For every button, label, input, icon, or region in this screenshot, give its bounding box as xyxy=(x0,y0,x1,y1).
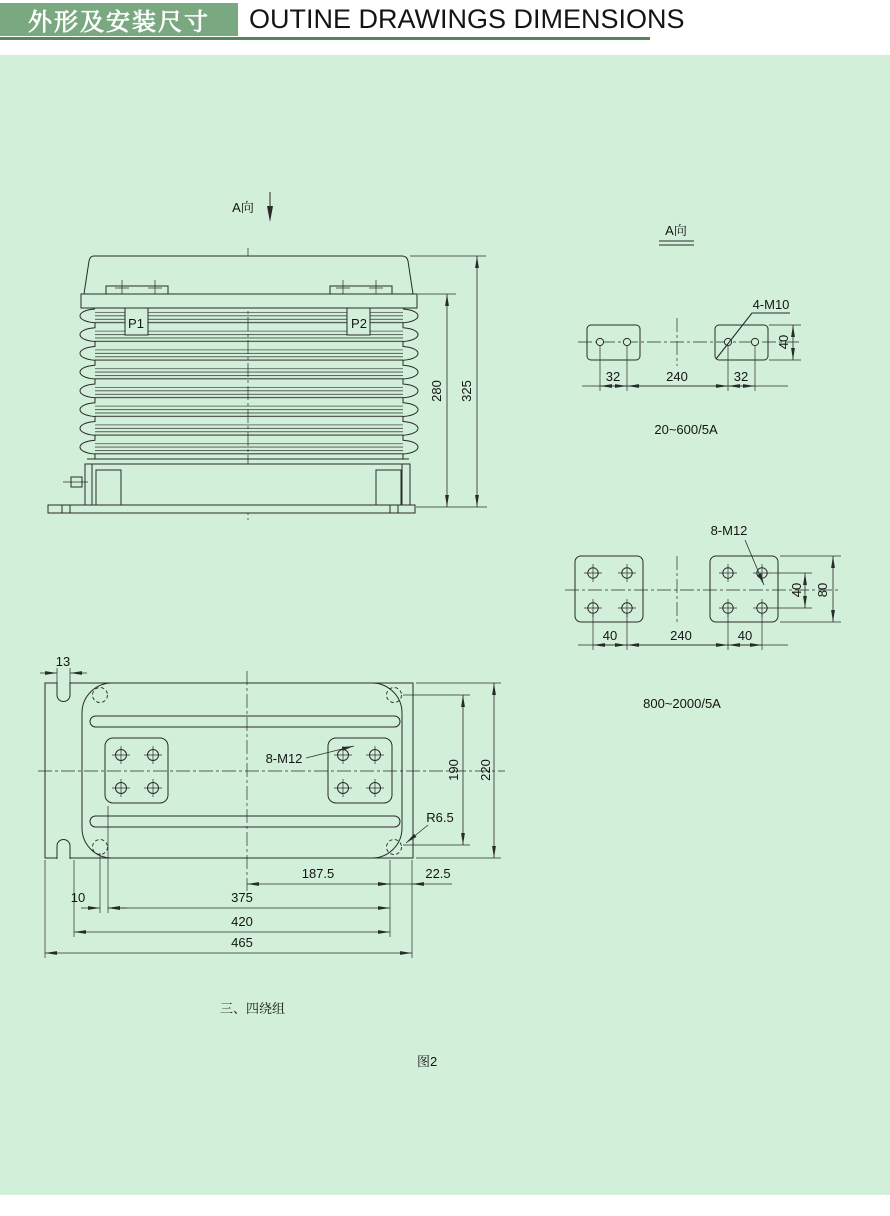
range-label-large: 800~2000/5A xyxy=(643,696,721,711)
dim-span-240: 240 xyxy=(666,369,688,384)
page-background-band xyxy=(0,55,890,1195)
dim-187-5: 187.5 xyxy=(301,866,335,881)
thread-callout-4m10: 4-M10 xyxy=(752,297,790,312)
dim-span-240: 240 xyxy=(670,628,692,643)
dim-10: 10 xyxy=(70,890,86,905)
thread-callout-8m12: 8-M12 xyxy=(710,523,748,538)
header-title-zh: 外形及安装尺寸 xyxy=(0,3,238,36)
winding-note: 三、四绕组 xyxy=(220,1001,286,1016)
terminal-pad-left xyxy=(105,738,168,803)
terminal-block-right xyxy=(330,286,392,294)
dim-pad-height: 40 xyxy=(776,334,791,350)
dim-left-32: 32 xyxy=(605,369,621,384)
dim-hole-pitch: 40 xyxy=(789,582,804,598)
slot-bottom xyxy=(90,816,400,827)
base-plate xyxy=(48,505,415,513)
dim-height-220: 220 xyxy=(478,759,493,781)
range-label-small: 20~600/5A xyxy=(654,422,718,437)
slot-top xyxy=(90,716,400,727)
p1-label: P1 xyxy=(128,316,144,331)
thread-callout-8m12: 8-M12 xyxy=(265,751,303,766)
terminal-pad-right xyxy=(710,556,778,622)
dim-slot-13: 13 xyxy=(55,654,71,669)
foot-left xyxy=(96,470,121,505)
dim-22-5: 22.5 xyxy=(425,866,451,881)
radius-callout: R6.5 xyxy=(426,810,454,825)
plate-notch-top xyxy=(57,682,70,702)
plate-notch-bottom xyxy=(57,840,70,859)
foot-right xyxy=(376,470,401,505)
header-title-en: OUTINE DRAWINGS DIMENSIONS xyxy=(249,4,685,34)
dim-right-40: 40 xyxy=(737,628,753,643)
figure-label: 图2 xyxy=(417,1054,438,1069)
terminal-pad-right xyxy=(715,325,768,360)
terminal-pad-right xyxy=(328,738,392,803)
dim-left-40: 40 xyxy=(602,628,618,643)
terminal-pad-left xyxy=(575,556,643,622)
terminal-block-left xyxy=(106,286,168,294)
terminal-pad-left xyxy=(587,325,640,360)
dim-465: 465 xyxy=(231,935,253,950)
dim-420: 420 xyxy=(231,914,253,929)
a-view-title: A向 xyxy=(665,223,687,238)
dim-total-height: 325 xyxy=(459,380,474,402)
dim-body-height: 280 xyxy=(429,380,444,402)
dim-375: 375 xyxy=(231,890,253,905)
p2-label: P2 xyxy=(351,316,367,331)
lower-housing xyxy=(85,464,410,505)
dim-right-32: 32 xyxy=(733,369,749,384)
view-direction-label: A向 xyxy=(232,200,254,215)
dim-inner-height-190: 190 xyxy=(446,759,461,781)
dim-pad-height: 80 xyxy=(815,582,830,598)
top-plate xyxy=(81,294,417,308)
